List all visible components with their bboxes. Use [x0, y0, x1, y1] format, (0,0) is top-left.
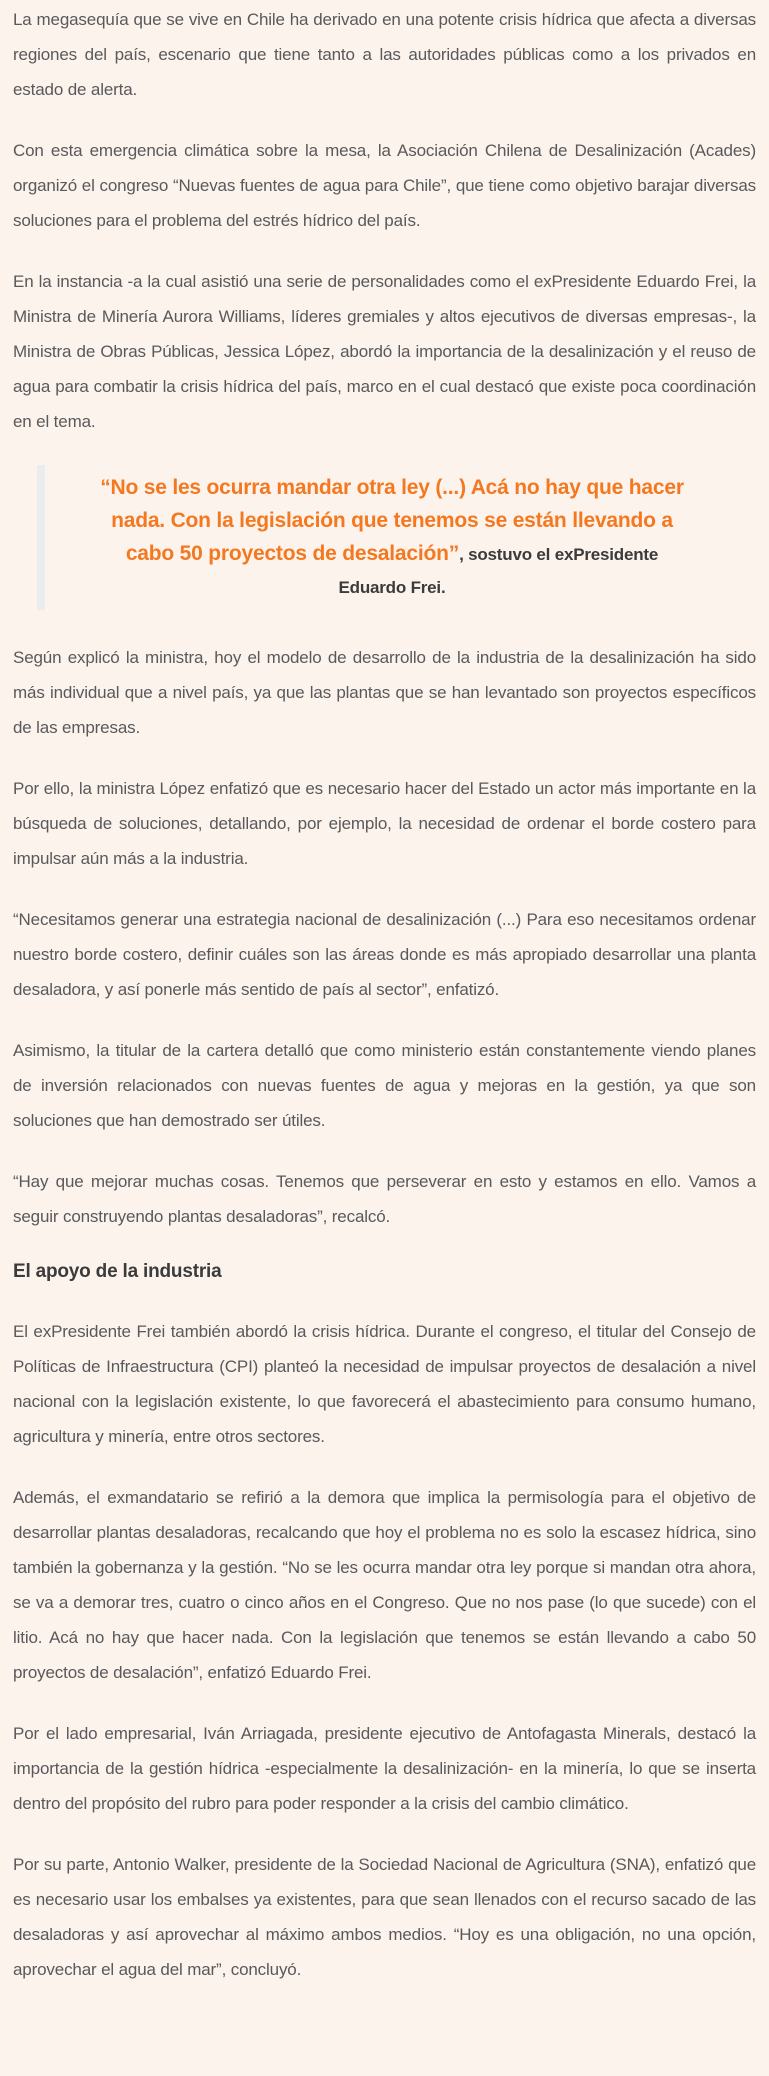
quote-highlight-text: “No se les ocurra mandar otra ley (...) Acá no hay que hacer nada. Con la legislación que tenemos se están llevando a cabo 50 proyectos de desalación”	[100, 476, 684, 565]
article-paragraph: “Necesitamos generar una estrategia nacional de desalinización (...) Para eso necesitamos ordenar nuestro borde costero, definir cuáles son las áreas donde es más apropiado desarrollar una planta desaladora, y así ponerle más sentido de país al sector”, enfatizó.	[13, 910, 756, 999]
article-paragraph: Por su parte, Antonio Walker, presidente de la Sociedad Nacional de Agricultura (SNA), enfatizó que es necesario usar los embalses ya existentes, para que sean llenados con el recurso sacado de las desaladoras y así aprovechar al máximo ambos medios. “Hoy es una obligación, no una opción, aprovechar el agua del mar”, concluyó.	[13, 1855, 756, 1979]
article-paragraph: Por ello, la ministra López enfatizó que es necesario hacer del Estado un actor más importante en la búsqueda de soluciones, detallando, por ejemplo, la necesidad de ordenar el borde costero para impulsar aún más a la industria.	[13, 779, 756, 868]
article-paragraph: En la instancia -a la cual asistió una serie de personalidades como el exPresidente Eduardo Frei, la Ministra de Minería Aurora Williams, líderes gremiales y altos ejecutivos de diversas empresas-, la Ministra de Obras Públicas, Jessica López, abordó la importancia de la desalinización y el reuso de agua para combatir la crisis hídrica del país, marco en el cual destacó que existe poca coordinación en el tema.	[13, 272, 756, 431]
article-paragraph: Por el lado empresarial, Iván Arriagada, presidente ejecutivo de Antofagasta Minerals, destacó la importancia de la gestión hídrica -especialmente la desalinización- en la minería, lo que se inserta dentro del propósito del rubro para poder responder a la crisis del cambio climático.	[13, 1724, 756, 1813]
article-paragraph: Según explicó la ministra, hoy el modelo de desarrollo de la industria de la desalinización ha sido más individual que a nivel país, ya que las plantas que se han levantado son proyectos específicos de las empresas.	[13, 648, 756, 737]
article-paragraph: El exPresidente Frei también abordó la crisis hídrica. Durante el congreso, el titular del Consejo de Políticas de Infraestructura (CPI) planteó la necesidad de impulsar proyectos de desalación a nivel nacional con la legislación existente, lo que favorecerá el abastecimiento para consumo humano, agricultura y minería, entre otros sectores.	[13, 1322, 756, 1446]
quote-attribution-text: , sostuvo el exPresidente Eduardo Frei.	[338, 545, 659, 597]
section-heading: El apoyo de la industria	[13, 1261, 222, 1282]
article-paragraph: Asimismo, la titular de la cartera detalló que como ministerio están constantemente viendo planes de inversión relacionados con nuevas fuentes de agua y mejoras en la gestión, ya que son soluciones que han demostrado ser útiles.	[13, 1041, 756, 1130]
article-paragraph: Con esta emergencia climática sobre la mesa, la Asociación Chilena de Desalinización (Acades) organizó el congreso “Nuevas fuentes de agua para Chile”, que tiene como objetivo barajar diversas soluciones para el problema del estrés hídrico del país.	[13, 141, 756, 230]
article-paragraph: Además, el exmandatario se refirió a la demora que implica la permisología para el objetivo de desarrollar plantas desaladoras, recalcando que hoy el problema no es solo la escasez hídrica, sino también la gobernanza y la gestión. “No se les ocurra mandar otra ley porque si mandan otra ahora, se va a demorar tres, cuatro o cinco años en el Congreso. Que no nos pase (lo que sucede) con el litio. Acá no hay que hacer nada. Con la legislación que tenemos se están llevando a cabo 50 proyectos de desalación”, enfatizó Eduardo Frei.	[13, 1488, 756, 1682]
pull-quote	[37, 465, 701, 610]
article-paragraph: “Hay que mejorar muchas cosas. Tenemos que perseverar en esto y estamos en ello. Vamos a seguir construyendo plantas desaladoras”, recalcó.	[13, 1172, 756, 1226]
article-paragraph: La megasequía que se vive en Chile ha derivado en una potente crisis hídrica que afecta a diversas regiones del país, escenario que tiene tanto a las autoridades públicas como a los privados en estado de alerta.	[13, 10, 756, 99]
